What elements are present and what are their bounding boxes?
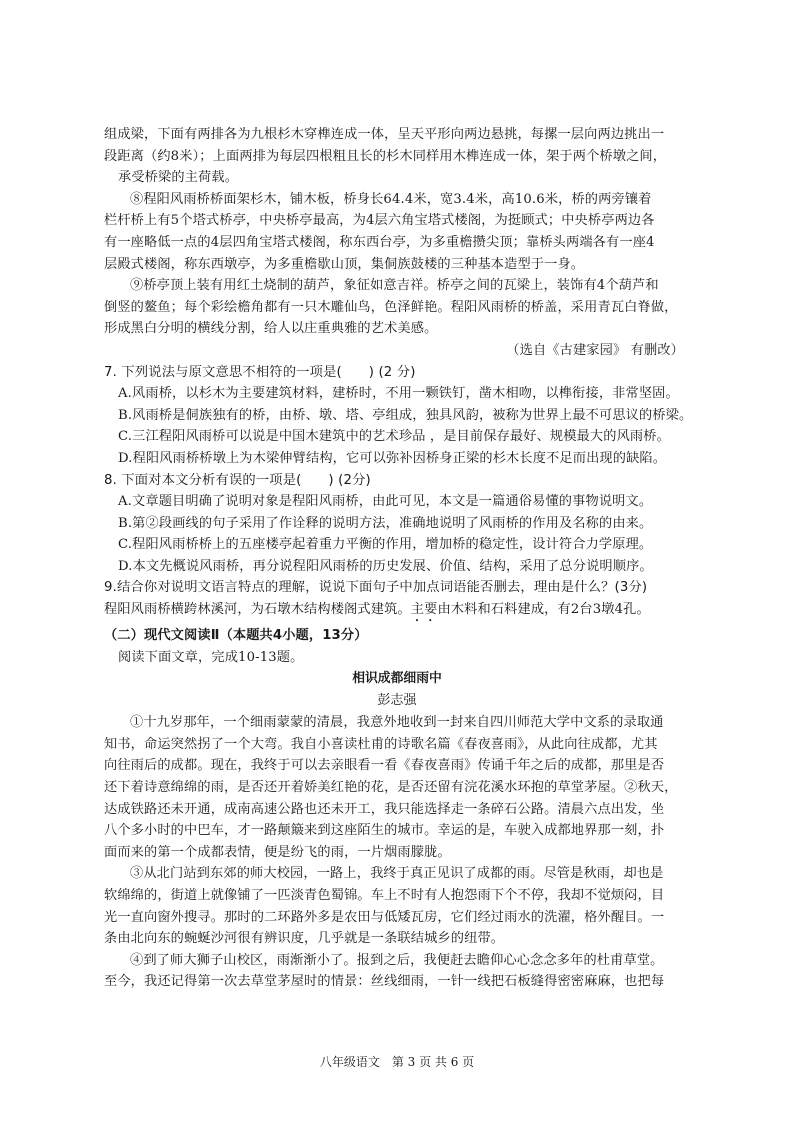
question-sentence — [104, 599, 690, 625]
question-8 — [104, 470, 690, 578]
article-author: 彭志强 — [377, 693, 417, 709]
option-c: C.三江程阳风雨桥可以说是中国木建筑中的艺术珍品 ，是目前保存最好、规模最大的风雨桥。 — [118, 429, 670, 445]
passage-line: 条由北向东的蜿蜒沙河很有辨识度，几乎就是一条联结城乡的纽带。 — [104, 931, 505, 947]
passage-line: 有一座略低一点的4层四角宝塔式楼阁，称东西台亭，为多重檐攒尖顶；靠桥头两端各有一座4 — [104, 234, 655, 250]
option-b: B.第②段画线的句子采用了作诠释的说明方法，准确地说明了风雨桥的作用及名称的由来。 — [118, 515, 653, 531]
passage-line: ①十九岁那年，一个细雨蒙蒙的清晨，我意外地收到一封来自四川师范大学中文系的录取通 — [130, 715, 664, 731]
exam-page — [104, 124, 693, 993]
question-9 — [104, 577, 690, 625]
option-d: D.程阳风雨桥桥墩上为木梁伸臂结构，它可以弥补因桥身正梁的杉木长度不足而出现的缺陷。 — [118, 450, 667, 466]
section-instruction: 阅读下面文章，完成10-13题。 — [118, 649, 304, 665]
passage-line: 形成黑白分明的横线分割，给人以庄重典雅的艺术美感。 — [104, 321, 438, 337]
dotted-word: 主要 — [410, 602, 438, 618]
passage-line: ⑨桥亭顶上装有用红土烧制的葫芦，象征如意吉祥。桥亭之间的瓦梁上，装饰有4个葫芦和 — [130, 278, 659, 294]
passage-line: 软绵绵的，街道上就像铺了一匹淡青色蜀锦。车上不时有人抱怨雨下个不停，我却不觉烦闷，目 — [104, 888, 665, 903]
passage-line: 还下着诗意绵绵的雨，是否还开着娇美红艳的花，是否还留有浣花溪水环抱的草堂茅屋。②秋天， — [104, 780, 678, 796]
question-stem: 7. 下列说法与原文意思不相符的一项是( ) (2 分) — [104, 364, 416, 380]
passage-line: 组成梁，下面有两排各为九根杉木穿榫连成一体，呈天平形向两边悬挑，每摞一层向两边挑出一 — [104, 127, 665, 142]
option-d: D.本文先概说风雨桥，再分说程阳风雨桥的历史发展、价值、结构，采用了总分说明顺序。 — [118, 558, 653, 574]
passage-line: ④到了师大狮子山校区，雨渐渐小了。报到之后，我便赶去瞻仰心心念念多年的杜甫草堂。 — [130, 952, 664, 968]
question-stem: 9.结合你对说明文语言特点的理解，说说下面句子中加点词语能否删去，理由是什么？(3分) — [104, 580, 648, 596]
option-a: A.文章题目明确了说明对象是程阳风雨桥，由此可见，本文是一篇通俗易懂的事物说明文。 — [118, 494, 653, 510]
passage-line: 承受桥梁的主荷载。 — [118, 170, 239, 186]
passage-line: 段距离（约8米）；上面两排为每层四根粗且长的杉木同样用木榫连成一体，架于两个桥墩之间， — [104, 148, 667, 164]
option-a: A.风雨桥，以杉木为主要建筑材料，建桥时，不用一颗铁钉，凿木相吻，以榫衔接，非常坚固。 — [118, 386, 679, 402]
passage-line: 倒竖的鳌鱼；每个彩绘檐角都有一只木雕仙鸟，色泽鲜艳。程阳风雨桥的桥盖，采用青瓦白脊做， — [104, 299, 678, 315]
page-footer: 八年级语文 第 3 页 共 6 页 — [319, 1055, 475, 1069]
passage-line: 至今，我还记得第一次去草堂茅屋时的情景：丝线细雨，一针一线把石板缝得密密麻麻，也把每 — [104, 974, 665, 990]
passage-line: ③从北门站到东郊的师大校园，一路上，我终于真正见识了成都的雨。尽管是秋雨，却也是 — [130, 866, 664, 882]
sentence-prefix: 程阳风雨桥横跨林溪河，为石墩木结构楼阁式建筑。 — [104, 602, 411, 618]
source-note: （选自《古建家园》 有删改） — [506, 342, 684, 358]
passage-line: 层殿式楼阁，称东西墩亭，为多重檐歇山顶，集侗族鼓楼的三种基本造型于一身。 — [104, 256, 585, 272]
question-7 — [104, 362, 693, 470]
passage-line: ⑧程阳风雨桥桥面架杉木，铺木板，桥身长64.4米，宽3.4米，高10.6米，桥的两旁镶着 — [130, 191, 652, 207]
passage-line: 面而来的第一个成都表情，便是纷飞的雨，一片烟雨朦胧。 — [104, 844, 451, 860]
option-b: B.风雨桥是侗族独有的桥，由桥、墩、塔、亭组成，独具风韵，被称为世界上最不可思议的桥梁。 — [118, 407, 693, 423]
section-heading: （二）现代文阅读Ⅱ（本题共4小题，13分） — [104, 628, 368, 644]
passage-line: 达成铁路还未开通，成南高速公路也还未开工，我只能选择走一条碎石公路。清晨六点出发，坐 — [104, 801, 665, 817]
passage-line: 光一直向窗外搜寻。那时的二环路外多是农田与低矮瓦房，它们经过雨水的洗濯，格外醒目。一 — [104, 909, 665, 925]
passage-line: 知书，命运突然拐了一个大弯。我自小喜读杜甫的诗歌名篇《春夜喜雨》，从此向往成都，尤其 — [104, 736, 658, 752]
option-c: C.程阳风雨桥桥上的五座楼亭起着重力平衡的作用，增加桥的稳定性，设计符合力学原理。 — [118, 537, 653, 553]
passage-top — [104, 124, 690, 340]
passage-2 — [104, 712, 690, 993]
article-title: 相识成都细雨中 — [352, 671, 442, 687]
sentence-suffix: 由木料和石料建成，有2台3墩4孔。 — [437, 602, 650, 618]
passage-line: 栏杆桥上有5个塔式桥亭，中央桥亭最高，为4层六角宝塔式楼阁，为挺顾式；中央桥亭两边各 — [104, 213, 655, 229]
passage-line: 向往雨后的成都。现在，我终于可以去亲眼看一看《春夜喜雨》传诵千年之后的成都，那里是否 — [104, 758, 665, 774]
question-stem: 8. 下面对本文分析有误的一项是( ) (2分) — [104, 472, 371, 488]
passage-line: 八个多小时的中巴车，才一路颠簸来到这座陌生的城市。幸运的是，车驶入成都地界那一刻，扑 — [104, 823, 665, 839]
